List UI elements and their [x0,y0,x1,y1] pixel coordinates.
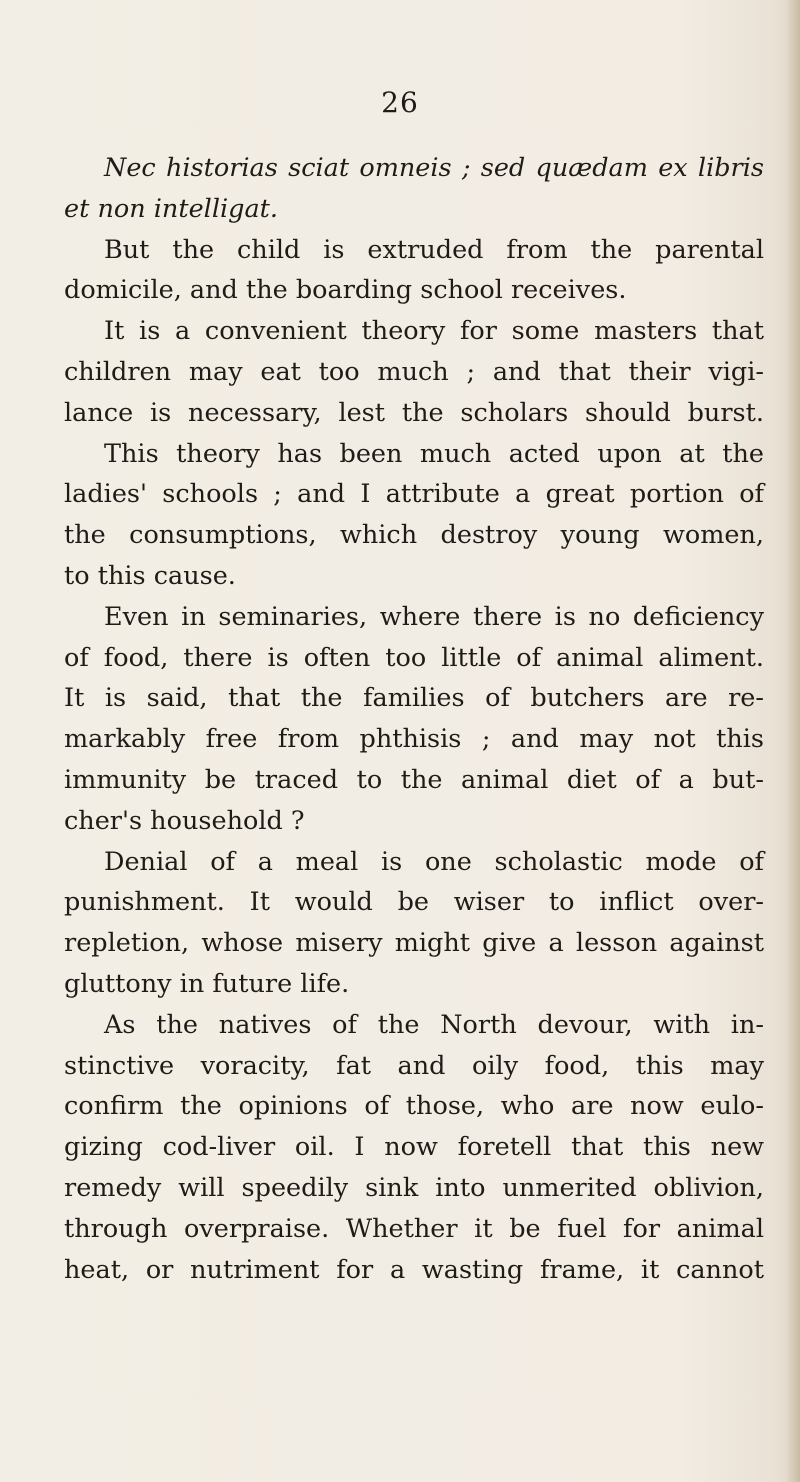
text-line: repletion, whose misery might give a lesson against [64,928,764,959]
text-line: heat, or nutriment for a wasting frame, it cannot [64,1254,764,1285]
body-text [64,148,764,1290]
text-line: children may eat too much ; and that their vigi- [64,356,764,387]
text-line: This theory has been much acted upon at the [104,438,764,469]
page-number: 26 [381,86,419,119]
text-line: It is a convenient theory for some masters that [104,316,764,347]
text-line: of food, there is often too little of animal aliment. [64,642,764,673]
text-line: to this cause. [64,560,236,591]
text-line: stinctive voracity, fat and oily food, this may [64,1050,764,1081]
text-line: gluttony in future life. [64,968,350,999]
text-line: gizing cod-liver oil. I now foretell that this new [64,1132,764,1163]
text-line: lance is necessary, lest the scholars should burst. [64,397,764,428]
text-line: But the child is extruded from the parental [104,234,764,265]
text-line: through overpraise. Whether it be fuel for animal [64,1213,764,1244]
text-line: immunity be traced to the animal diet of a but- [64,764,764,795]
text-line: Even in seminaries, where there is no deficiency [104,601,764,632]
text-line: ladies' schools ; and I attribute a great portion of [64,479,764,510]
text-line: As the natives of the North devour, with in- [104,1009,764,1040]
text-line: punishment. It would be wiser to inflict over- [64,887,764,918]
text-line: confirm the opinions of those, who are now eulo- [64,1091,764,1122]
text-line: markably free from phthisis ; and may not this [64,724,764,755]
text-line: Nec historias sciat omneis ; sed quædam ex libris [104,153,764,183]
text-line: Denial of a meal is one scholastic mode of [104,846,764,877]
text-line: the consumptions, which destroy young women, [64,520,764,551]
page-edge-shadow [786,0,800,1482]
text-line: et non intelligat. [64,193,279,224]
text-line: It is said, that the families of butchers are re- [64,683,764,714]
text-line: cher's household ? [64,805,305,836]
text-line: domicile, and the boarding school receives. [64,275,627,306]
text-line: remedy will speedily sink into unmerited oblivion, [64,1172,764,1203]
